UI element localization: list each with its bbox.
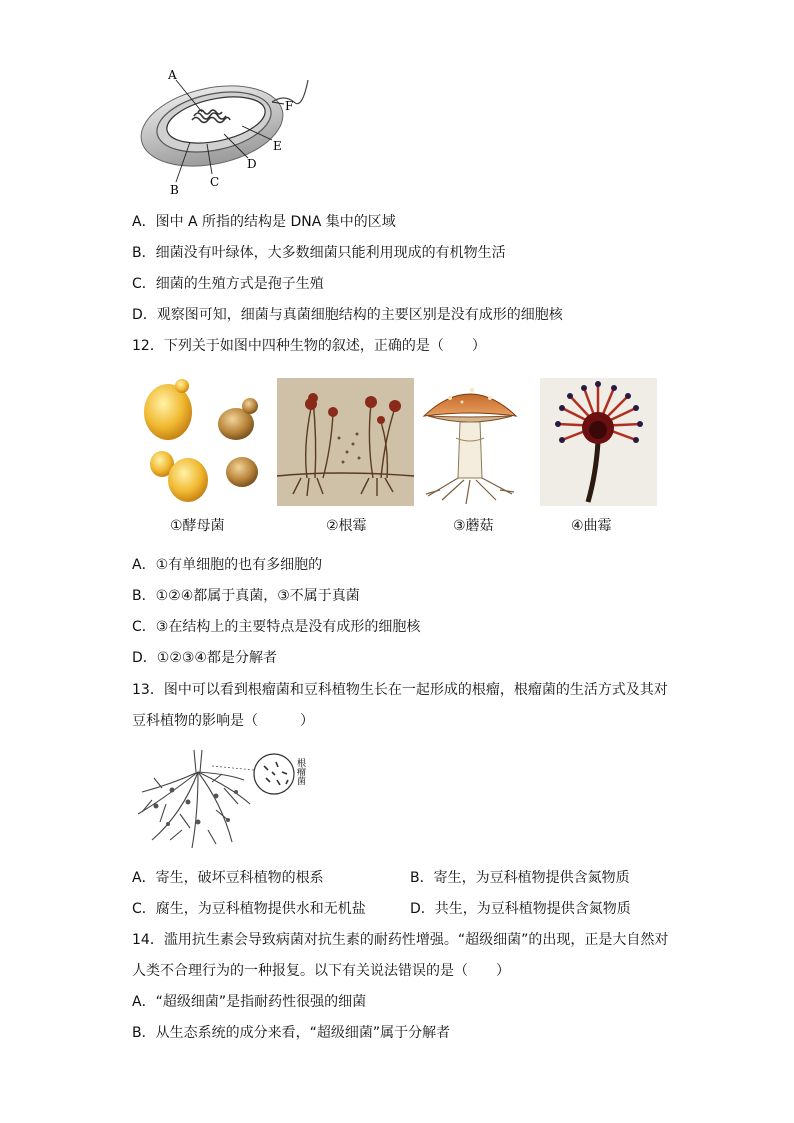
q13-stem-line2: 豆科植物的影响是（ ） [132,713,314,729]
nodule-bacteria-label: 根瘤菌 [295,758,305,785]
caption-rhizopus: ②根霉 [326,518,367,534]
label-d: D [247,157,257,171]
q12-option-a: A．①有单细胞的也有多细胞的 [132,557,323,573]
q13-option-c: C．腐生，为豆科植物提供水和无机盐 [132,901,366,917]
q12-option-c: C．③在结构上的主要特点是没有成形的细胞核 [132,619,421,635]
rhizopus-image [277,378,414,506]
q14-stem-line1: 14．滥用抗生素会导致病菌对抗生素的耐药性增强。“超级细菌”的出现，正是大自然对 [132,932,669,948]
q13-option-a: A．寄生，破坏豆科植物的根系 [132,870,324,886]
caption-aspergillus: ④曲霉 [571,518,612,534]
q13-stem-line1: 13．图中可以看到根瘤菌和豆科植物生长在一起形成的根瘤，根瘤菌的生活方式及其对 [132,682,668,698]
aspergillus-image [540,378,657,506]
q11-option-d: D．观察图可知，细菌与真菌细胞结构的主要区别是没有成形的细胞核 [132,307,563,323]
label-b: B [170,183,179,196]
q12-stem: 12．下列关于如图中四种生物的叙述，正确的是（ ） [132,338,486,354]
caption-mushroom: ③蘑菇 [453,518,494,534]
yeast-image [138,378,273,506]
q13-option-b: B．寄生，为豆科植物提供含氮物质 [410,870,630,886]
q12-option-d: D．①②③④都是分解者 [132,650,277,666]
q11-option-a: A．图中 A 所指的结构是 DNA 集中的区域 [132,214,396,230]
q11-option-c: C．细菌的生殖方式是孢子生殖 [132,276,324,292]
q11-option-b: B．细菌没有叶绿体，大多数细菌只能利用现成的有机物生活 [132,245,506,261]
mushroom-image [420,378,520,506]
label-c: C [210,175,220,189]
bacteria-figure [132,66,312,196]
label-e: E [273,139,282,153]
root-nodule-figure [132,744,322,854]
q14-option-a: A．“超级细菌”是指耐药性很强的细菌 [132,994,367,1010]
q14-option-b: B．从生态系统的成分来看，“超级细菌”属于分解者 [132,1025,451,1041]
q13-option-d: D．共生，为豆科植物提供含氮物质 [410,901,631,917]
caption-yeast: ①酵母菌 [170,518,225,534]
q14-stem-line2: 人类不合理行为的一种报复。以下有关说法错误的是（ ） [132,963,510,979]
q12-option-b: B．①②④都属于真菌，③不属于真菌 [132,588,360,604]
label-a: A [168,68,177,82]
label-f: F [285,99,294,113]
